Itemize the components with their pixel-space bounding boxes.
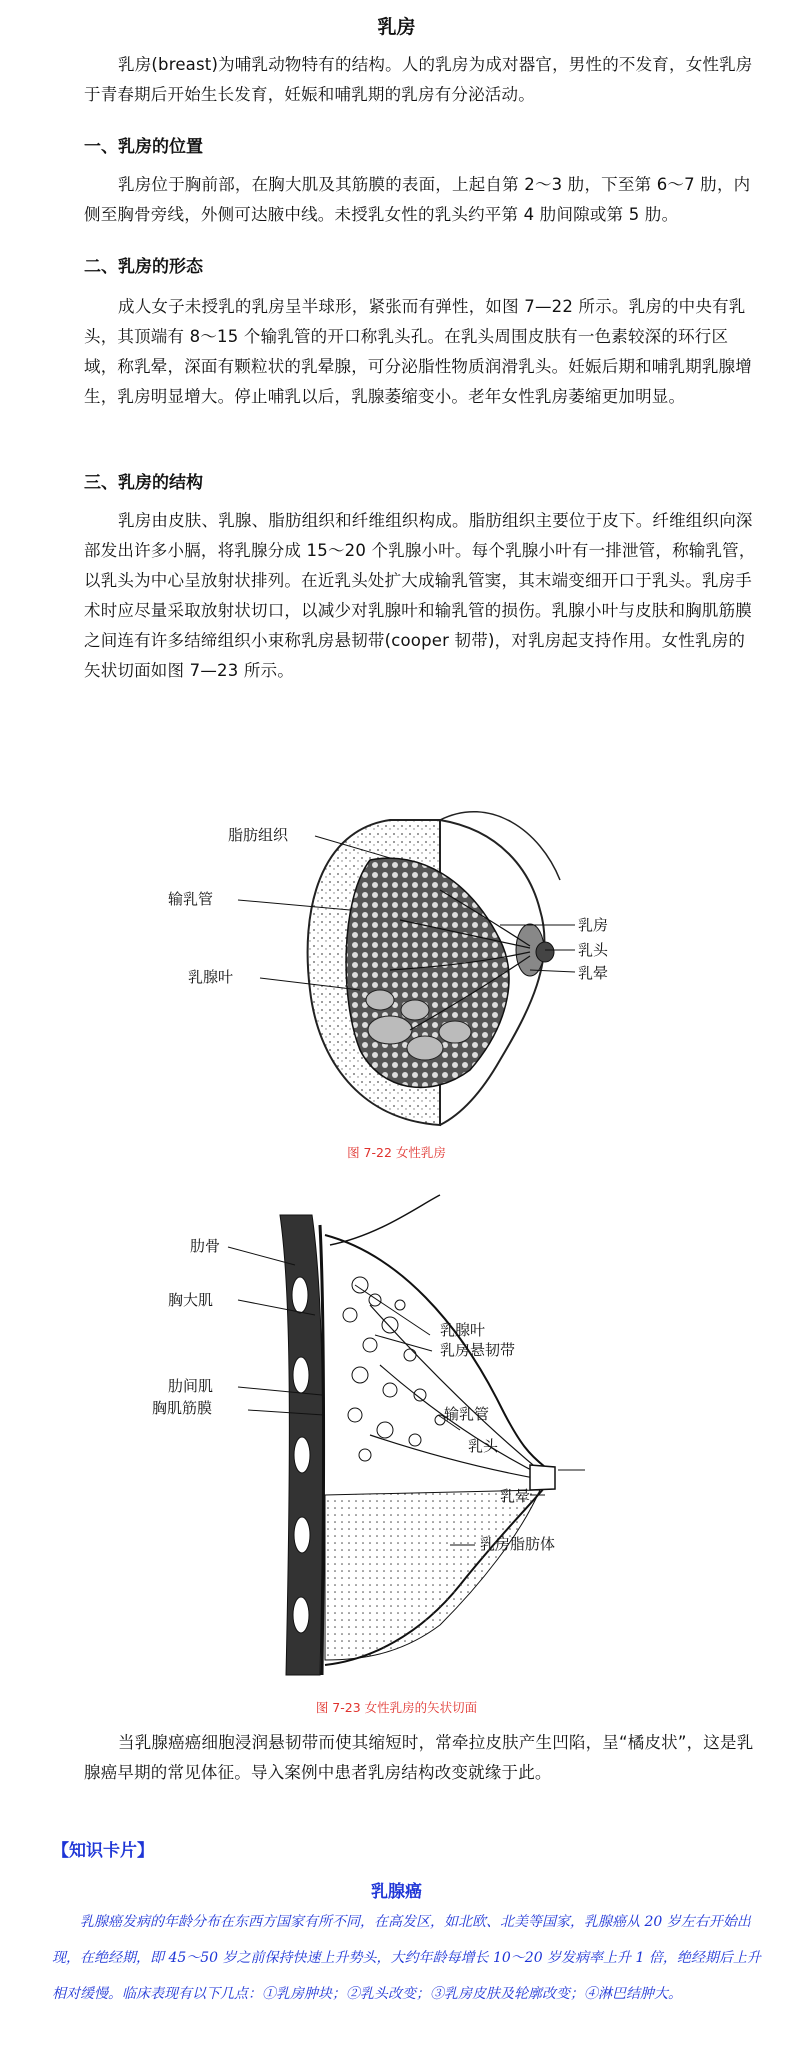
label-fascia: 胸肌筋膜 bbox=[152, 1399, 213, 1417]
caption-figure-7-23: 图 7-23 女性乳房的矢状切面 bbox=[315, 1700, 478, 1715]
knowledge-card-title: 乳腺癌 bbox=[371, 1882, 422, 1902]
label-lobule2: 乳腺叶 bbox=[440, 1321, 486, 1339]
label-intercostal: 肋间肌 bbox=[168, 1377, 214, 1395]
label-fatbody: 乳房脂肪体 bbox=[480, 1535, 556, 1553]
knowledge-card-body: 乳腺癌发病的年龄分布在东西方国家有所不同，在高发区，如北欧、北美等国家，乳腺癌从 20 岁左右开始出现，在绝经期，即 45～50 岁之前保持快速上升势头，大约年龄每增长 10～20 岁发病率上升 1 倍，绝经期后上升相对缓慢。临床表现有以下几点：①乳房肿块；②乳头改变；③乳房皮肤及轮廓改变；④淋巴结肿大。 bbox=[52, 1914, 761, 2002]
label-fat: 脂肪组织 bbox=[228, 826, 289, 844]
label-nipple2: 乳头 bbox=[468, 1437, 499, 1455]
label-pectoralis: 胸大肌 bbox=[168, 1291, 214, 1309]
knowledge-card-label: 【知识卡片】 bbox=[52, 1841, 154, 1861]
figure-female-breast bbox=[168, 800, 620, 1140]
label-lobule: 乳腺叶 bbox=[188, 968, 234, 986]
nipple-section bbox=[530, 1465, 555, 1490]
caption-figure-7-22: 图 7-22 女性乳房 bbox=[347, 1145, 446, 1160]
figure-sagittal-section bbox=[152, 1205, 620, 1685]
label-areola2: 乳晕 bbox=[500, 1487, 531, 1505]
section-text-position: 乳房位于胸前部，在胸大肌及其筋膜的表面，上起自第 2～3 肋，下至第 6～7 肋，内侧至胸骨旁线，外侧可达腋中线。未授乳女性的乳头约平第 4 肋间隙或第 5 肋。 bbox=[84, 175, 751, 224]
label-breast: 乳房 bbox=[578, 916, 609, 934]
section-heading-position: 一、乳房的位置 bbox=[84, 137, 203, 157]
section-text-structure: 乳房由皮肤、乳腺、脂肪组织和纤维组织构成。脂肪组织主要位于皮下。纤维组织向深部发出许多小膈，将乳腺分成 15～20 个乳腺小叶。每个乳腺小叶有一排泄管，称输乳管，以乳头为中心呈放射状排列。在近乳头处扩大成输乳管窦，其末端变细开口于乳头。乳房手术时应尽量采取放射状切口，以减少对乳腺叶和输乳管的损伤。乳腺小叶与皮肤和胸肌筋膜之间连有许多结缔组织小束称乳房悬韧带(cooper 韧带)，对乳房起支持作用。女性乳房的矢状切面如图 7—23 所示。 bbox=[84, 511, 756, 680]
label-areola: 乳晕 bbox=[578, 964, 609, 982]
label-rib: 肋骨 bbox=[190, 1237, 221, 1255]
nipple-shape bbox=[536, 942, 554, 962]
label-duct2: 输乳管 bbox=[444, 1405, 490, 1423]
label-duct: 输乳管 bbox=[168, 890, 214, 908]
page-title: 乳房 bbox=[377, 16, 416, 38]
section-text-shape: 成人女子未授乳的乳房呈半球形，紧张而有弹性，如图 7—22 所示。乳房的中央有乳头，其顶端有 8～15 个输乳管的开口称乳头孔。在乳头周围皮肤有一色素较深的环行区域，称乳晕，深面有颗粒状的乳晕腺，可分泌脂性物质润滑乳头。妊娠后期和哺乳期乳腺增生，乳房明显增大。停止哺乳以后，乳腺萎缩变小。老年女性乳房萎缩更加明显。 bbox=[84, 297, 752, 406]
intro-paragraph: 乳房(breast)为哺乳动物特有的结构。人的乳房为成对器官，男性的不发育，女性乳房于青春期后开始生长发育，妊娠和哺乳期的乳房有分泌活动。 bbox=[84, 55, 753, 104]
label-nipple: 乳头 bbox=[578, 941, 609, 959]
section-heading-shape: 二、乳房的形态 bbox=[84, 257, 203, 277]
label-ligament: 乳房悬韧带 bbox=[440, 1341, 516, 1359]
cancer-sign-paragraph: 当乳腺癌癌细胞浸润悬韧带而使其缩短时，常牵拉皮肤产生凹陷，呈“橘皮状”，这是乳腺癌早期的常见体征。导入案例中患者乳房结构改变就缘于此。 bbox=[84, 1733, 754, 1782]
section-heading-structure: 三、乳房的结构 bbox=[84, 473, 203, 493]
fat-body bbox=[325, 1490, 540, 1660]
